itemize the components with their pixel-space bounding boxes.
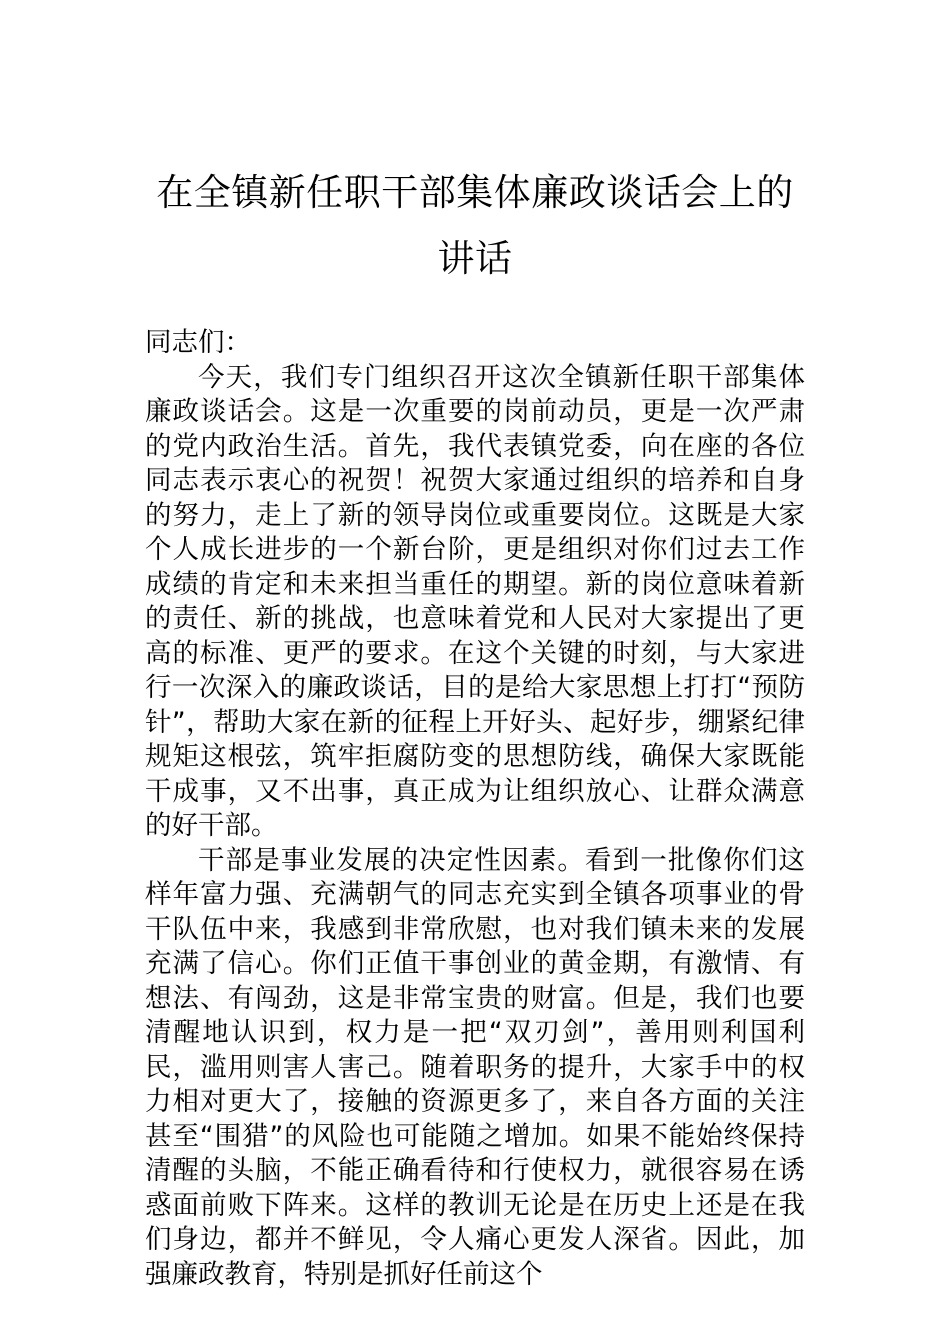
document-body (145, 326, 805, 1292)
body-paragraph-2: 干部是事业发展的决定性因素。看到一批像你们这样年富力强、充满朝气的同志充实到全镇各项事业的骨干队伍中来，我感到非常欣慰，也对我们镇未来的发展充满了信心。你们正值干事创业的黄金期，有激情、有想法、有闯劲，这是非常宝贵的财富。但是，我们也要清醒地认识到，权力是一把“双刃剑”，善用则利国利民，滥用则害人害己。随着职务的提升，大家手中的权力相对更大了，接触的资源更多了，来自各方面的关注甚至“围猎”的风险也可能随之增加。如果不能始终保持清醒的头脑，不能正确看待和行使权力，就很容易在诱惑面前败下阵来。这样的教训无论是在历史上还是在我们身边，都并不鲜见，令人痛心更发人深省。因此，加强廉政教育，特别是抓好任前这个 (145, 844, 805, 1290)
salutation: 同志们： (145, 327, 251, 358)
body-paragraph-1: 今天，我们专门组织召开这次全镇新任职干部集体廉政谈话会。这是一次重要的岗前动员，更是一次严肃的党内政治生活。首先，我代表镇党委，向在座的各位同志表示衷心的祝贺！祝贺大家通过组织的培养和自身的努力，走上了新的领导岗位或重要岗位。这既是大家个人成长进步的一个新台阶，更是组织对你们过去工作成绩的肯定和未来担当重任的期望。新的岗位意味着新的责任、新的挑战，也意味着党和人民对大家提出了更高的标准、更严的要求。在这个关键的时刻，与大家进行一次深入的廉政谈话，目的是给大家思想上打打“预防针”，帮助大家在新的征程上开好头、起好步，绷紧纪律规矩这根弦，筑牢拒腐防变的思想防线，确保大家既能干成事，又不出事，真正成为让组织放心、让群众满意的好干部。 (145, 361, 805, 841)
document-title: 在全镇新任职干部集体廉政谈话会上的讲话 (156, 171, 794, 280)
